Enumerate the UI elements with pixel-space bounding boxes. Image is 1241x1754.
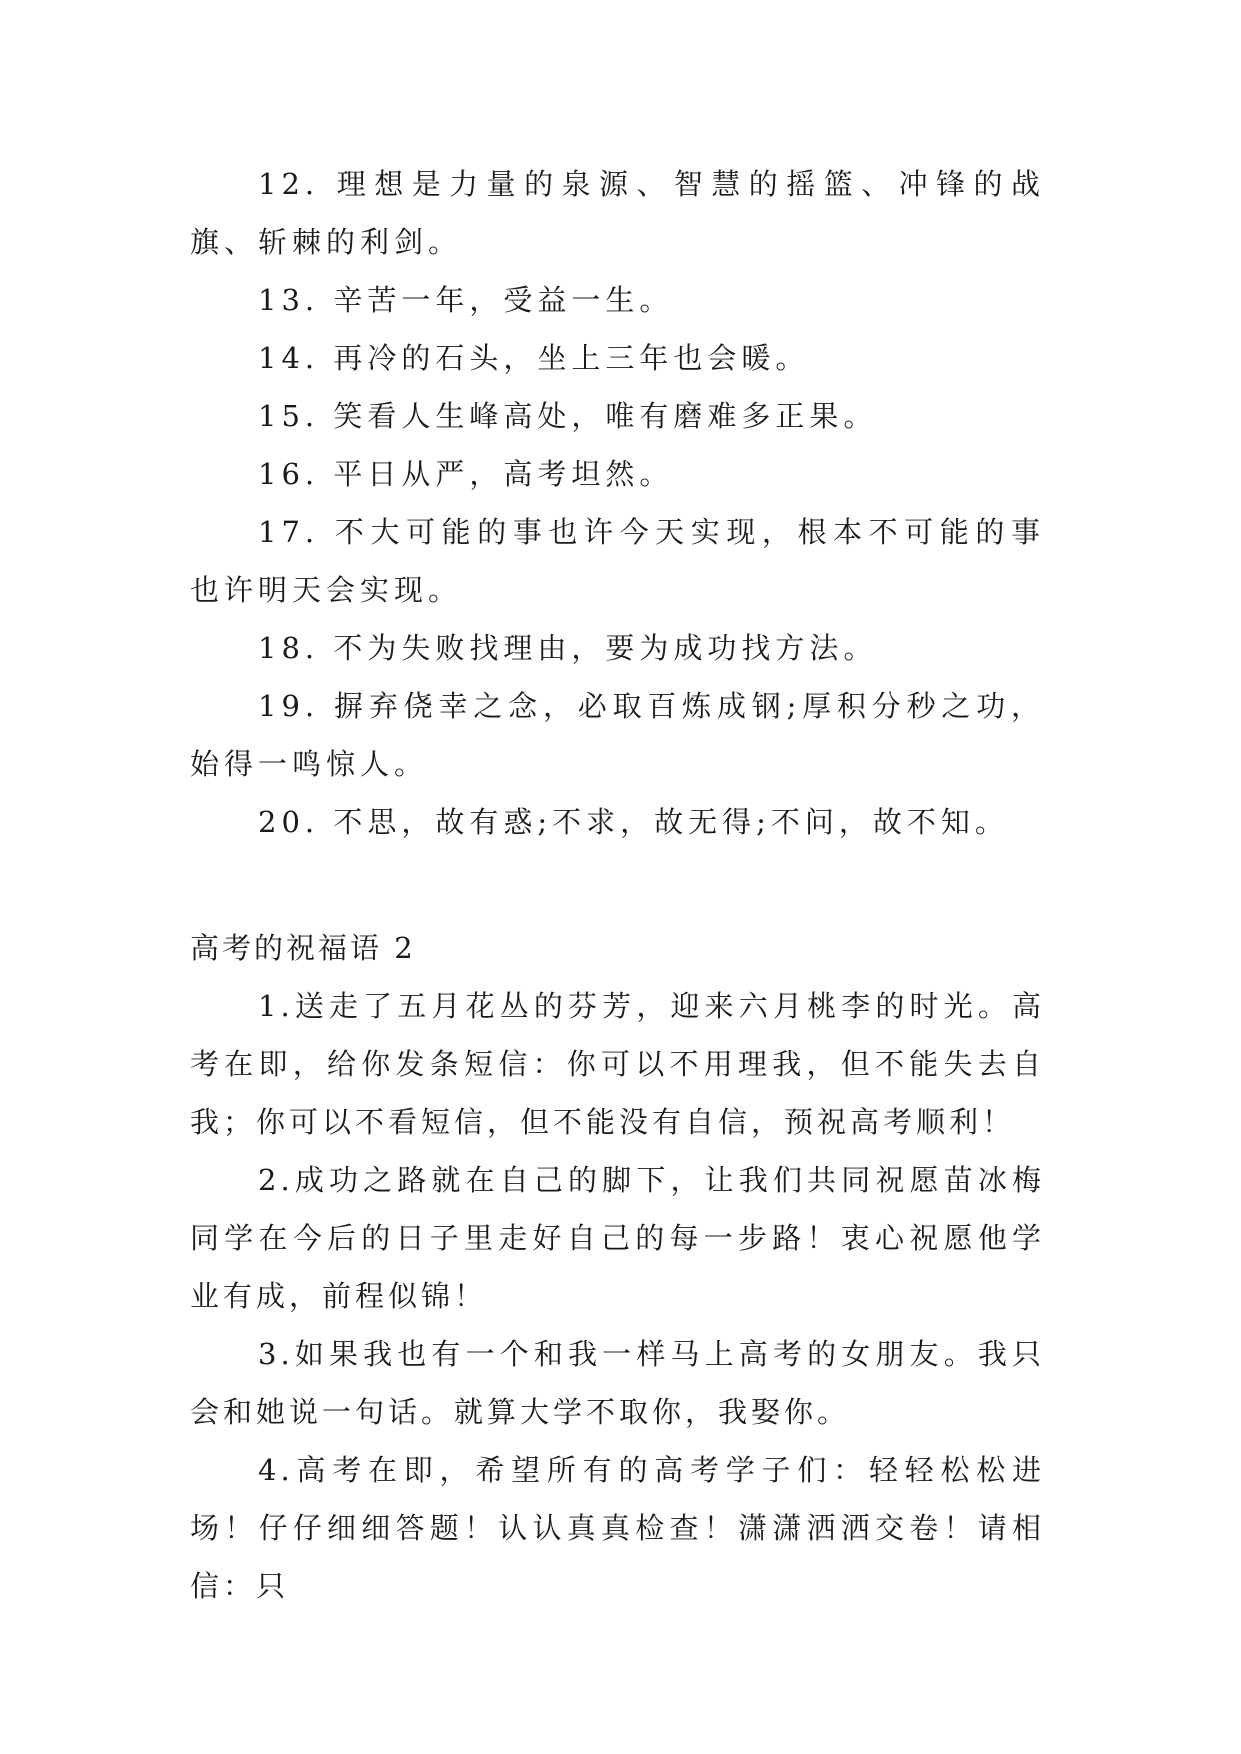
list-item: 13. 辛苦一年，受益一生。 xyxy=(258,283,674,317)
list-item: 14. 再冷的石头，坐上三年也会暖。 xyxy=(258,341,810,375)
document-body xyxy=(190,155,1045,1615)
list-item: 17. 不大可能的事也许今天实现，根本不可能的事也许明天会实现。 xyxy=(190,515,1045,607)
list-item: 2.成功之路就在自己的脚下，让我们共同祝愿苗冰梅同学在今后的日子里走好自己的每一步路！衷心祝愿他学业有成，前程似锦！ xyxy=(190,1163,1045,1313)
list-item: 1.送走了五月花丛的芬芳，迎来六月桃李的时光。高考在即，给你发条短信：你可以不用理我，但不能失去自我；你可以不看短信，但不能没有自信，预祝高考顺利！ xyxy=(190,989,1045,1139)
list-item: 4.高考在即，希望所有的高考学子们：轻轻松松进场！仔仔细细答题！认认真真检查！潇潇洒洒交卷！请相信：只 xyxy=(190,1453,1045,1603)
list-item: 12. 理想是力量的泉源、智慧的摇篮、冲锋的战旗、斩棘的利剑。 xyxy=(190,167,1045,259)
list-item: 19. 摒弃侥幸之念，必取百炼成钢;厚积分秒之功，始得一鸣惊人。 xyxy=(190,689,1045,781)
list-item: 15. 笑看人生峰高处，唯有磨难多正果。 xyxy=(258,399,878,433)
list-item: 20. 不思，故有惑;不求，故无得;不问，故不知。 xyxy=(258,805,1009,839)
list-item: 16. 平日从严，高考坦然。 xyxy=(258,457,674,491)
list-item: 18. 不为失败找理由，要为成功找方法。 xyxy=(258,631,878,665)
list-item: 3.如果我也有一个和我一样马上高考的女朋友。我只会和她说一句话。就算大学不取你，我娶你。 xyxy=(190,1337,1045,1429)
section-heading: 高考的祝福语 2 xyxy=(190,931,416,965)
